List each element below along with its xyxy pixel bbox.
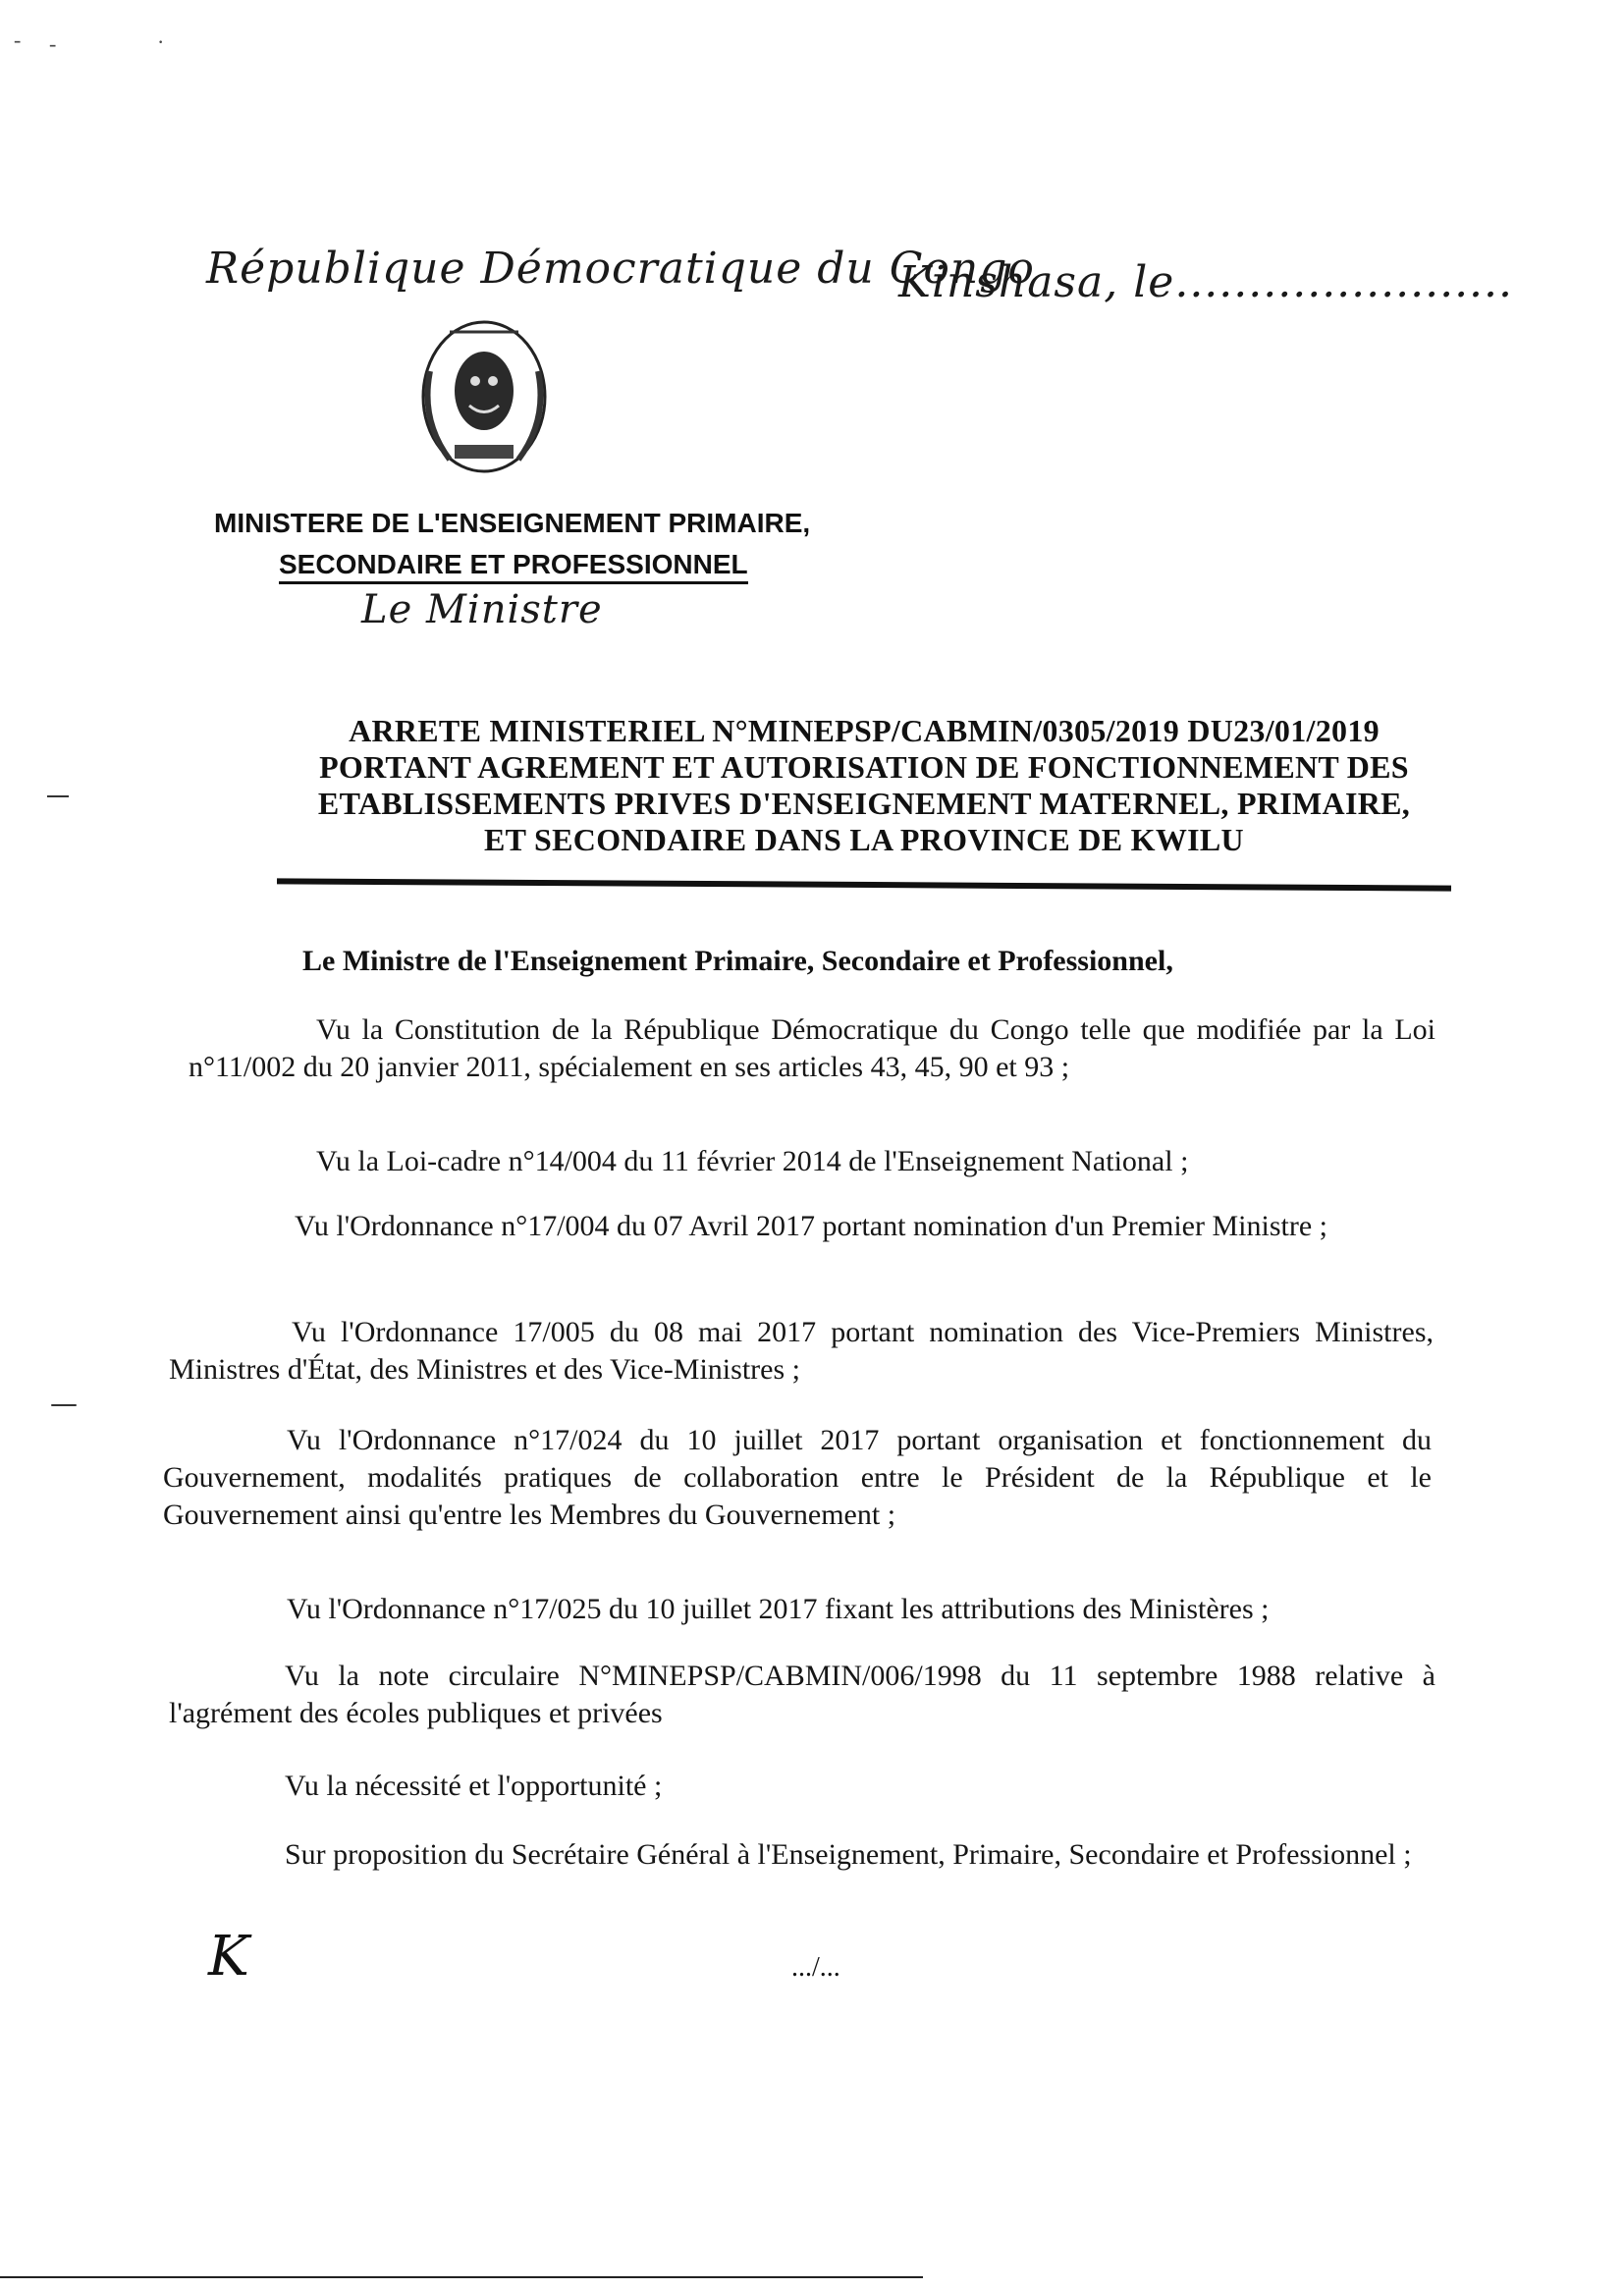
title-line-1: ARRETE MINISTERIEL N°MINEPSP/CABMIN/0305/2019 DU23/01/2019 [349,713,1380,748]
decree-title [275,713,1453,858]
scan-speck: · [157,29,165,54]
scan-speck: - [49,31,57,56]
paragraph-loi-cadre: Vu la Loi-cadre n°14/004 du 11 février 2014 de l'Enseignement National ; [316,1145,1189,1177]
paragraph-note-circulaire: Vu la note circulaire N°MINEPSP/CABMIN/006/1998 du 11 septembre 1988 relative à l'agrément des écoles publiques et privées [169,1660,1435,1729]
scan-edge-line [0,2276,923,2278]
paragraph-ordonnance-organisation: Vu l'Ordonnance n°17/024 du 10 juillet 2017 portant organisation et fonctionnement du Gouvernement, modalités pratiques de collaboration entre le Président de la République et le Gouvernement ainsi qu'entre les Membres du Gouvernement ; [163,1424,1432,1531]
paragraph-constitution: Vu la Constitution de la République Démocratique du Congo telle que modifiée par la Loi n°11/002 du 20 janvier 2011, spécialement en ses articles 43, 45, 90 et 93 ; [189,1013,1435,1083]
handwritten-initials: K [208,1925,249,1989]
scan-speck: - [14,27,22,52]
country-name: République Démocratique du Congo [206,244,1035,294]
ministry-line-2: SECONDAIRE ET PROFESSIONNEL [279,549,748,584]
ministry-line-1: MINISTERE DE L'ENSEIGNEMENT PRIMAIRE, [214,508,811,538]
punch-hole-mark [47,795,69,797]
title-line-3: ETABLISSEMENTS PRIVES D'ENSEIGNEMENT MATERNEL, PRIMAIRE, [317,786,1411,821]
page-continuation: .../... [791,1952,840,1983]
place-date: Kinshasa, le....................... [898,257,1514,307]
minister-title: Le Ministre [361,587,603,632]
paragraph-ordonnance-attributions: Vu l'Ordonnance n°17/025 du 10 juillet 2017 fixant les attributions des Ministères ; [287,1593,1270,1625]
punch-hole-mark [51,1404,77,1406]
title-line-4: ET SECONDAIRE DANS LA PROVINCE DE KWILU [484,822,1244,857]
paragraph-proposition: Sur proposition du Secrétaire Général à l'Enseignement, Primaire, Secondaire et Professionnel ; [285,1838,1412,1871]
coat-of-arms-emblem [410,312,558,481]
paragraph-ordonnance-vice-premiers: Vu l'Ordonnance 17/005 du 08 mai 2017 portant nomination des Vice-Premiers Ministres, Ministres d'État, des Ministres et des Vice-Ministres ; [169,1316,1434,1386]
title-rule [277,878,1451,891]
minister-intro: Le Ministre de l'Enseignement Primaire, Secondaire et Professionnel, [302,945,1173,977]
title-line-2: PORTANT AGREMENT ET AUTORISATION DE FONCTIONNEMENT DES [319,749,1409,785]
paragraph-ordonnance-premier-ministre: Vu l'Ordonnance n°17/004 du 07 Avril 2017 portant nomination d'un Premier Ministre ; [295,1210,1327,1242]
paragraph-necessite: Vu la nécessité et l'opportunité ; [285,1770,663,1802]
